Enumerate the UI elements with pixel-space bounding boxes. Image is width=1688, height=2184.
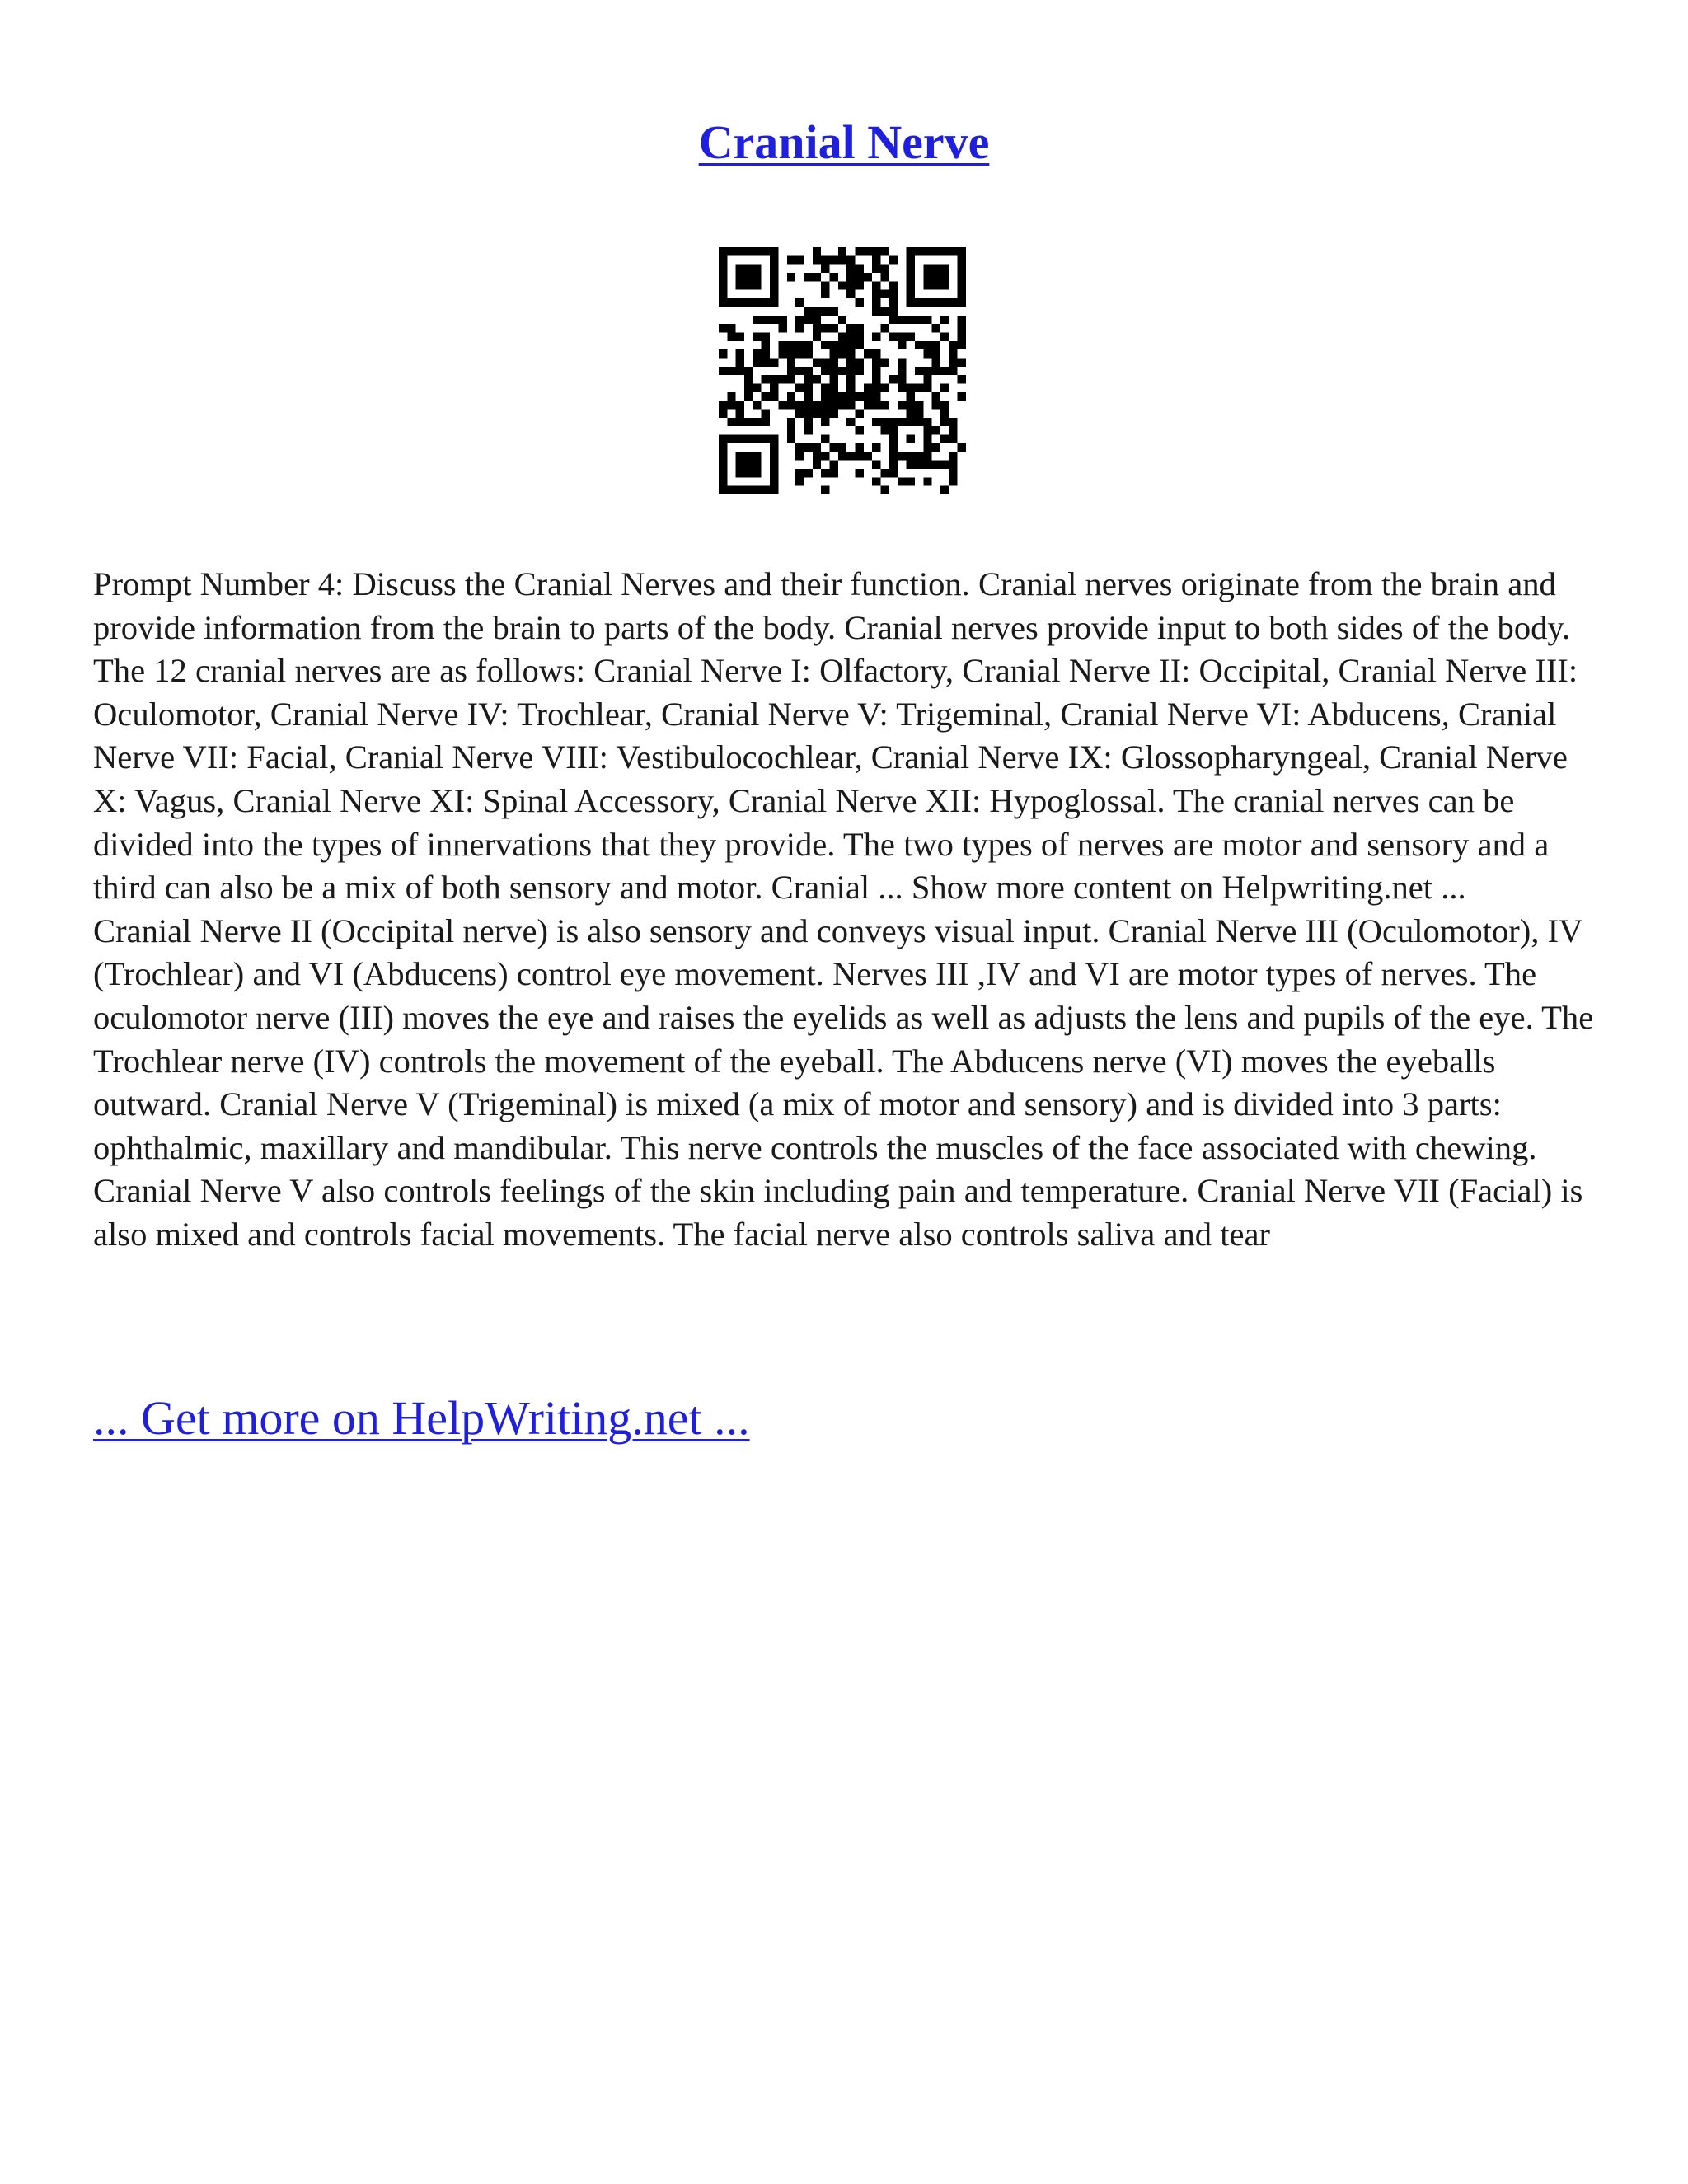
body-text [93, 563, 1601, 1257]
qr-code-graphic [719, 247, 966, 494]
page-title [0, 114, 1688, 171]
title-link[interactable]: Cranial Nerve [698, 115, 990, 169]
paragraph: Cranial Nerve II (Occipital nerve) is also sensory and conveys visual input. Cranial Nerve III (Oculomotor), IV (Trochlear) and VI (Abducens) control eye movement. Nerves III ,IV and VI are motor types of nerves. The oculomotor nerve (III) moves the eye and raises the eyelids as well as adjusts the lens and pupils of the eye. The Trochlear nerve (IV) controls the movement of the eyeball. The Abducens nerve (VI) moves the eyeballs outward. Cranial Nerve V (Trigeminal) is mixed (a mix of motor and sensory) and is divided into 3 parts: ophthalmic, maxillary and mandibular. This nerve controls the muscles of the face associated with chewing. Cranial Nerve V also controls feelings of the skin including pain and temperature. Cranial Nerve VII (Facial) is also mixed and controls facial movements. The facial nerve also controls saliva and tear [93, 912, 1594, 1253]
paragraph: Prompt Number 4: Discuss the Cranial Nerves and their function. Cranial nerves originate from the brain and provide information from the brain to parts of the body. Cranial nerves provide input to both sides of the body. The 12 cranial nerves are as follows: Cranial Nerve I: Olfactory, Cranial Nerve II: Occipital, Cranial Nerve III: Oculomotor, Cranial Nerve IV: Trochlear, Cranial Nerve V: Trigeminal, Cranial Nerve VI: Abducens, Cranial Nerve VII: Facial, Cranial Nerve VIII: Vestibulocochlear, Cranial Nerve IX: Glossopharyngeal, Cranial Nerve X: Vagus, Cranial Nerve XI: Spinal Accessory, Cranial Nerve XII: Hypoglossal. The cranial nerves can be divided into the types of innervations that they provide. The two types of nerves are motor and sensory and a third can also be a mix of both sensory and motor. Cranial ... Show more content on Helpwriting.net ... [93, 565, 1578, 907]
qr-code-icon [719, 247, 966, 494]
get-more-link[interactable]: ... Get more on HelpWriting.net ... [93, 1391, 750, 1445]
more-link-container [93, 1390, 750, 1447]
